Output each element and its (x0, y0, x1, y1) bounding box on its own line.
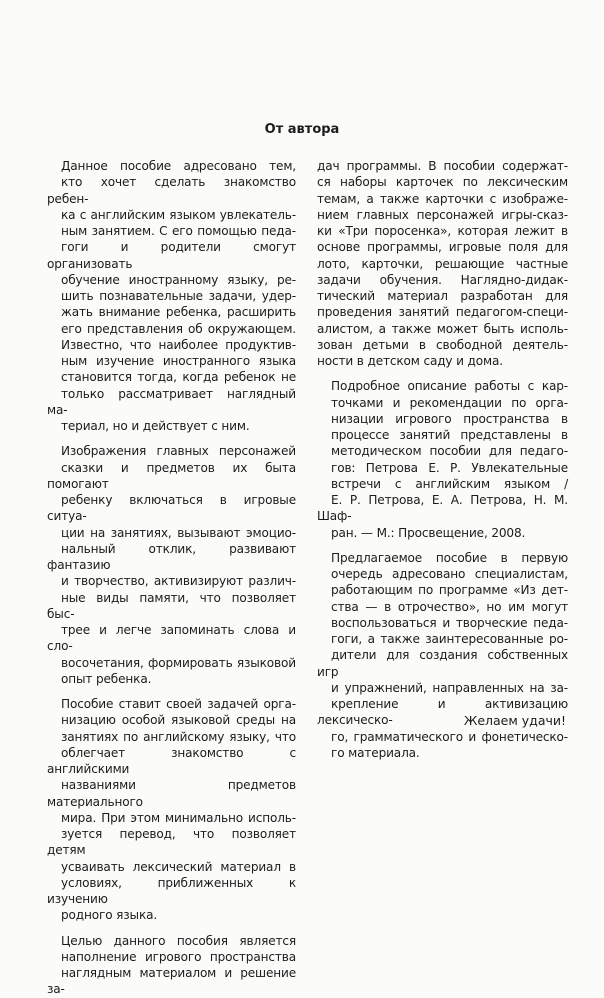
text-line: крепление и активизацию лексическо- (317, 697, 568, 728)
text-line: ции на занятиях, вызывают эмоцио- (61, 525, 296, 540)
text-line: ства — в отрочество», но им могут (331, 599, 568, 614)
text-line: его представления об окружающем. (61, 321, 296, 336)
text-line: ребенку включаться в игровые ситуа- (47, 493, 296, 524)
text-line: шить познавательные задачи, удер- (61, 289, 296, 303)
text-line: темам, а также карточки с изображе- (317, 191, 568, 206)
text-line: и творчество, активизируют различ- (61, 574, 296, 589)
text-line: дители для создания собственных игр (317, 648, 568, 679)
closing-wish: Желаем удачи! (463, 713, 566, 728)
text-line: родного языка. (61, 908, 158, 923)
text-line: основе программы, игровые поля для (317, 240, 568, 255)
text-line: усваивать лексический материал в (61, 859, 296, 874)
text-line: ным изучение иностранного языка (61, 354, 296, 368)
text-line: только рассматривает наглядный ма- (47, 386, 296, 417)
text-line: и упражнений, направленных на за- (331, 680, 568, 695)
text-line: Предлагаемое пособие в первую (331, 550, 568, 565)
left-column (47, 158, 296, 998)
text-line: гоги и родители смогут организовать (47, 240, 296, 271)
text-line: очередь адресовано специалистам, (331, 567, 568, 581)
text-line: Е. Р. Петрова, Е. А. Петрова, Н. М. Шаф- (317, 493, 568, 524)
text-line: низации игрового пространства в (331, 411, 568, 426)
text-line: го, грамматического и фонетическо- (331, 729, 568, 744)
paragraph (317, 550, 568, 761)
text-line: Подробное описание работы с кар- (331, 379, 568, 394)
text-line: воспользоваться и творческие педа- (331, 615, 568, 630)
text-line: встречи с английским языком / (331, 476, 568, 491)
text-line: нальный отклик, развивают фантазию (47, 541, 296, 572)
text-line: занятиях по английскому языку, что (61, 729, 296, 744)
text-line: кто хочет сделать знакомство ребен- (47, 175, 296, 206)
text-line: ности в детском саду и дома. (317, 354, 503, 368)
text-line: условиях, приближенных к изучению (47, 875, 296, 906)
text-line: зуется перевод, что позволяет детям (47, 827, 296, 858)
text-line: низацию особой языковой среды на (61, 713, 296, 728)
paragraph (317, 158, 568, 369)
text-line: ка с английским языком увлекатель- (61, 207, 296, 222)
text-line: обучение иностранному языку, ре- (61, 272, 296, 287)
text-line: наполнение игрового пространства (61, 949, 296, 964)
text-line: трее и легче запоминать слова и сло- (47, 623, 296, 654)
page-title: От автора (264, 122, 340, 137)
text-line: восочетания, формировать языковой (61, 655, 296, 670)
text-line: мира. При этом минимально исполь- (61, 810, 296, 825)
text-line: задачи обучения. Наглядно-дидак- (317, 272, 568, 287)
text-line: Пособие ставит своей задачей орга- (61, 697, 296, 711)
text-line: гоги, а также заинтересованные ро- (331, 632, 568, 646)
text-line: тический материал разработан для (317, 289, 568, 303)
text-line: дач программы. В пособии содержат- (317, 159, 568, 173)
paragraph (47, 933, 296, 998)
text-line: гов: Петрова Е. Р. Увлекательные (331, 460, 568, 475)
text-line: ся наборы карточек по лексическим (317, 175, 568, 190)
text-line: Целью данного пособия является (61, 933, 296, 948)
paragraph (47, 696, 296, 924)
text-line: становится тогда, когда ребенок не (61, 370, 296, 385)
text-line: алистом, а также может быть исполь- (317, 321, 568, 336)
right-column (317, 158, 568, 761)
text-line: ные виды памяти, что позволяет быс- (47, 590, 296, 621)
text-line: жать внимание ребенка, расширить (61, 305, 296, 320)
text-line: нием главных персонажей игры-сказ- (317, 207, 568, 222)
paragraph (47, 158, 296, 434)
text-line: Данное пособие адресовано тем, (61, 159, 296, 173)
text-line: сказки и предметов их быта помогают (47, 460, 296, 491)
text-line: Изображения главных персонажей (61, 444, 296, 459)
text-line: ран. — М.: Просвещение, 2008. (331, 525, 526, 540)
text-line: методическом пособии для педаго- (331, 444, 568, 459)
text-line: облегчает знакомство с английскими (47, 745, 296, 776)
paragraph (317, 378, 568, 541)
text-line: опыт ребенка. (61, 671, 152, 686)
text-line: работающим по программе «Из дет- (331, 583, 568, 598)
text-line: го материала. (331, 745, 420, 760)
text-line: точками и рекомендации по орга- (331, 395, 568, 410)
text-line: зован детьми в свободной деятель- (317, 337, 568, 352)
text-line: ки «Три поросенка», которая лежит в (317, 224, 568, 238)
text-line: ным занятием. С его помощью педа- (61, 224, 296, 238)
text-line: проведения занятий педагогом-специ- (317, 305, 568, 320)
text-line: лото, карточки, решающие частные (317, 256, 568, 271)
text-line: Известно, что наиболее продуктив- (61, 337, 296, 352)
text-line: процессе занятий представлены в (331, 428, 568, 442)
paragraph (47, 443, 296, 687)
text-line: названиями предметов материального (47, 778, 296, 809)
text-line: териал, но и действует с ним. (61, 419, 250, 433)
text-line: наглядным материалом и решение за- (47, 966, 296, 997)
